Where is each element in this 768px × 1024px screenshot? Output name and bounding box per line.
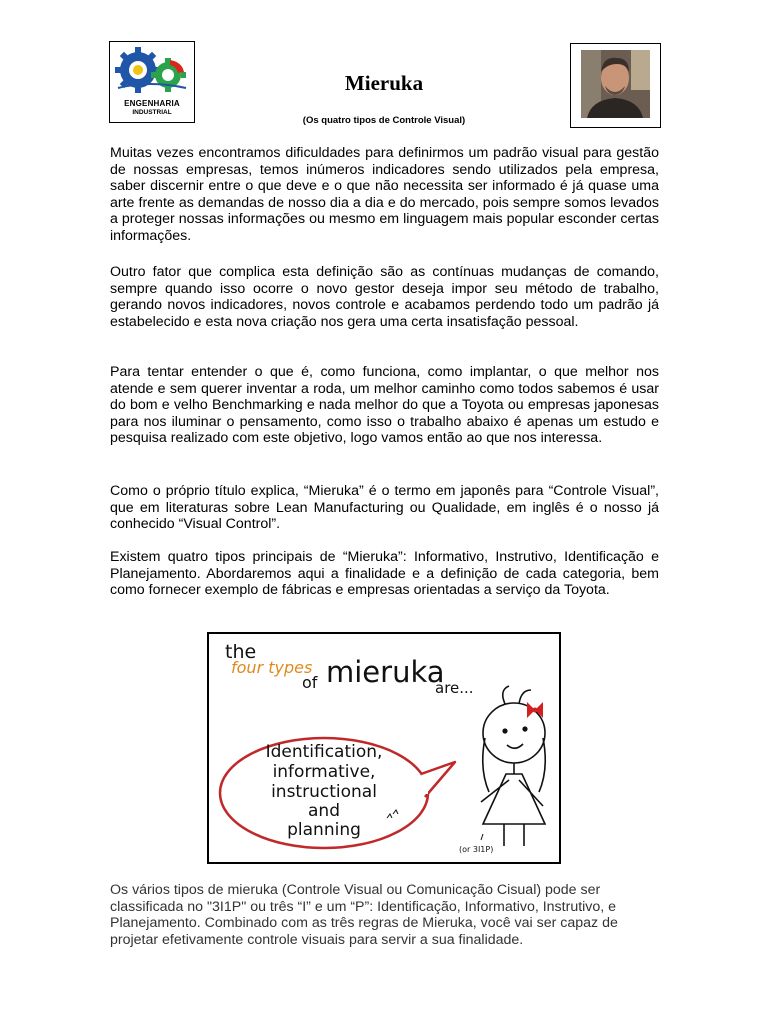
paragraph-four-types: Existem quatro tipos principais de “Mieruka”: Informativo, Instrutivo, Identificação e Planejamento. Abordaremos aqui a finalidade e a definição de cada categoria, bem como fornecer exemplo de fábricas e empresas orientadas a serviço da Toyota. xyxy=(110,549,659,598)
bubble-line-and: and xyxy=(308,801,340,821)
logo-text-line2: INDUSTRIAL xyxy=(132,109,172,116)
bubble-line-informative: informative, xyxy=(272,762,376,782)
page-subtitle: (Os quatro tipos de Controle Visual) xyxy=(302,115,466,126)
figure-text-mieruka: mieruka xyxy=(326,655,445,689)
page-title: Mieruka xyxy=(344,71,424,95)
bubble-line-identification: Identification, xyxy=(265,742,383,762)
author-portrait-icon xyxy=(571,44,660,127)
company-logo xyxy=(109,41,195,123)
figure-text-the: the xyxy=(225,641,257,663)
figure-text-of: of xyxy=(302,673,318,692)
paragraph-intro: Muitas vezes encontramos dificuldades para definirmos um padrão visual para gestão de nossas empresas, temos inúmeros indicadores sendo utilizados pela empresa, saber discernir entre o que deve e o que não necessita ser informado é já quase uma arte frente as demandas de nosso dia a dia e do mercado, pois sempre somos levados a proteger nossas informações ou mesmo em linguagem mais popular esconder certas informações. xyxy=(110,145,659,244)
figure-text-four-types: four types xyxy=(231,658,313,677)
bubble-line-instructional: instructional xyxy=(271,782,377,802)
mieruka-illustration xyxy=(207,632,561,864)
figure-text-are: are... xyxy=(435,679,474,697)
figure-footnote: (or 3I1P) xyxy=(459,845,494,854)
paragraph-3i1p: Os vários tipos de mieruka (Controle Visual ou Comunicação Cisual) pode ser classificada no "3I1P" ou três “I” e um “P”: Identificação, Informativo, Instrutivo, e Planejamento. Combinado com as três regras de Mieruka, você vai ser capaz de projetar efetivamente controle visuais para servir a sua finalidade. xyxy=(110,882,618,948)
author-photo xyxy=(570,43,661,128)
paragraph-benchmarking: Para tentar entender o que é, como funciona, como implantar, o que melhor nos atende e sem querer inventar a roda, um melhor caminho como todos sabemos é usar do bom e velho Benchmarking e nada melhor do que a Toyota ou empresas japonesas para nos iluminar o pensamento, como isso o trabalho abaixo é apenas um estudo e pesquisa realizado com este objetivo, logo vamos então ao que nos interessa. xyxy=(110,364,659,446)
paragraph-definition: Como o próprio título explica, “Mieruka” é o termo em japonês para “Controle Visual”, que em literaturas sobre Lean Manufacturing ou Qualidade, em inglês é o nosso já conhecido “Visual Control”. xyxy=(110,483,659,532)
paragraph-command-changes: Outro fator que complica esta definição são as contínuas mudanças de comando, sempre quando isso ocorre o novo gestor deseja impor seu método de trabalho, gerando novos indicadores, novos controle e acabamos perdendo todo um padrão já estabelecido e esta nova criação nos gera uma certa insatisfação pessoal. xyxy=(110,264,659,330)
logo-text-line1: ENGENHARIA xyxy=(124,99,180,108)
bubble-line-planning: planning xyxy=(287,820,361,840)
